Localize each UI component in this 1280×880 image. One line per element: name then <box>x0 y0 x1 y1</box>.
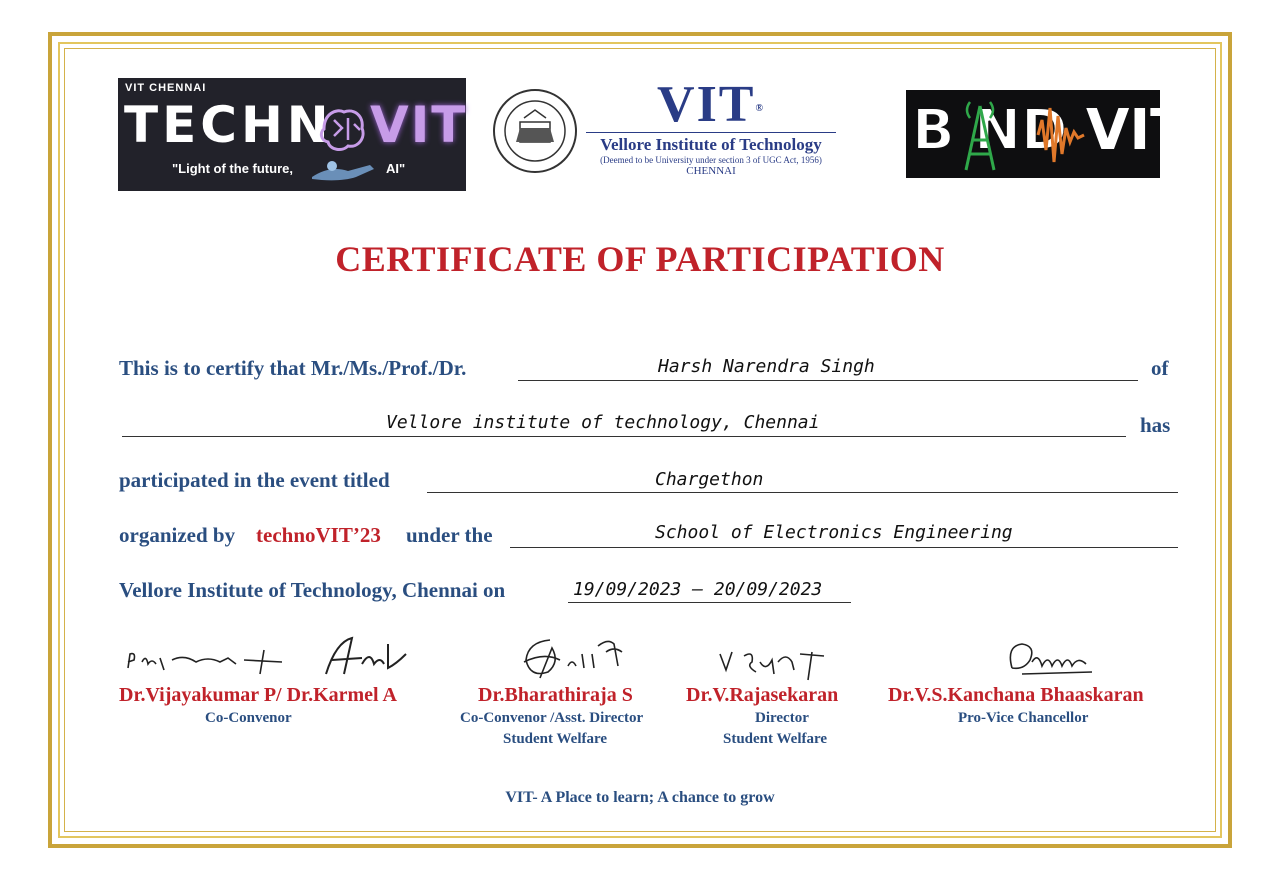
institution-motto: VIT- A Place to learn; A chance to grow <box>505 789 775 806</box>
certify-prefix: This is to certify that Mr./Ms./Prof./Dr. <box>119 356 467 380</box>
event-dates: 19/09/2023 – 20/09/2023 <box>573 579 823 600</box>
brain-icon <box>314 104 370 154</box>
vit-wordmark <box>586 78 836 177</box>
school-name: School of Electronics Engineering <box>655 522 1013 543</box>
signatory-2-name: Dr.Bharathiraja S <box>478 684 633 706</box>
signature-rajasekaran <box>716 644 826 682</box>
signatory-3-role: Director <box>755 710 809 726</box>
signatory-1-role: Co-Convenor <box>205 710 292 726</box>
vit-abbr-text: VIT <box>657 76 756 133</box>
radio-tower-icon <box>962 96 998 172</box>
event-underline <box>427 470 1178 493</box>
signatory-2-role: Co-Convenor /Asst. Director <box>460 710 644 726</box>
technovit-logo-brand-left: TECHN <box>124 96 333 154</box>
registered-mark: ® <box>755 103 765 114</box>
vit-seal-icon <box>492 88 578 174</box>
vit-city: CHENNAI <box>686 165 736 177</box>
signatory-1-name: Dr.Vijayakumar P/ Dr.Karmel A <box>119 684 397 706</box>
signature-bharathiraja <box>514 632 624 682</box>
bandvit-logo-brand-right: VIT <box>1086 98 1189 163</box>
signature-karmel <box>322 634 412 680</box>
signature-vijayakumar <box>124 640 284 680</box>
signatory-3-role-line2: Student Welfare <box>723 731 828 747</box>
participant-name: Harsh Narendra Singh <box>658 356 875 377</box>
signatory-4-role: Pro-Vice Chancellor <box>958 710 1089 726</box>
technovit-logo-tagline-end: AI" <box>386 161 406 176</box>
participant-institution: Vellore institute of technology, Chennai <box>386 412 820 433</box>
signatory-4-name: Dr.V.S.Kanchana Bhaaskaran <box>888 684 1144 706</box>
sound-wave-icon <box>1036 100 1086 170</box>
event-prefix: participated in the event titled <box>119 468 390 492</box>
technovit-logo <box>118 78 466 191</box>
event-title: Chargethon <box>655 469 764 490</box>
technovit-logo-brand-right: VIT <box>370 96 468 154</box>
certificate-title: CERTIFICATE OF PARTICIPATION <box>335 239 945 279</box>
has-text: has <box>1140 413 1171 437</box>
venue-prefix: Vellore Institute of Technology, Chennai on <box>119 578 506 602</box>
under-the-text: under the <box>406 523 493 547</box>
signature-kanchana <box>1002 638 1098 680</box>
vit-full-name: Vellore Institute of Technology <box>600 135 822 154</box>
of-text: of <box>1151 356 1169 380</box>
technovit-logo-tagline: "Light of the future, <box>172 161 293 176</box>
bandvit-logo <box>906 90 1189 178</box>
robot-hand-icon <box>310 157 380 183</box>
signatory-2-role-line2: Student Welfare <box>503 731 608 747</box>
vit-abbr <box>586 78 836 132</box>
bandvit-logo-brand-left: B ND <box>912 98 1068 163</box>
vit-deemed-text: (Deemed to be University under section 3 of UGC Act, 1956) <box>600 155 822 165</box>
organizer-name: technoVIT’23 <box>256 523 381 547</box>
technovit-logo-top-text: VIT CHENNAI <box>125 82 207 94</box>
organized-prefix: organized by <box>119 523 236 547</box>
signatory-3-name: Dr.V.Rajasekaran <box>686 684 839 706</box>
